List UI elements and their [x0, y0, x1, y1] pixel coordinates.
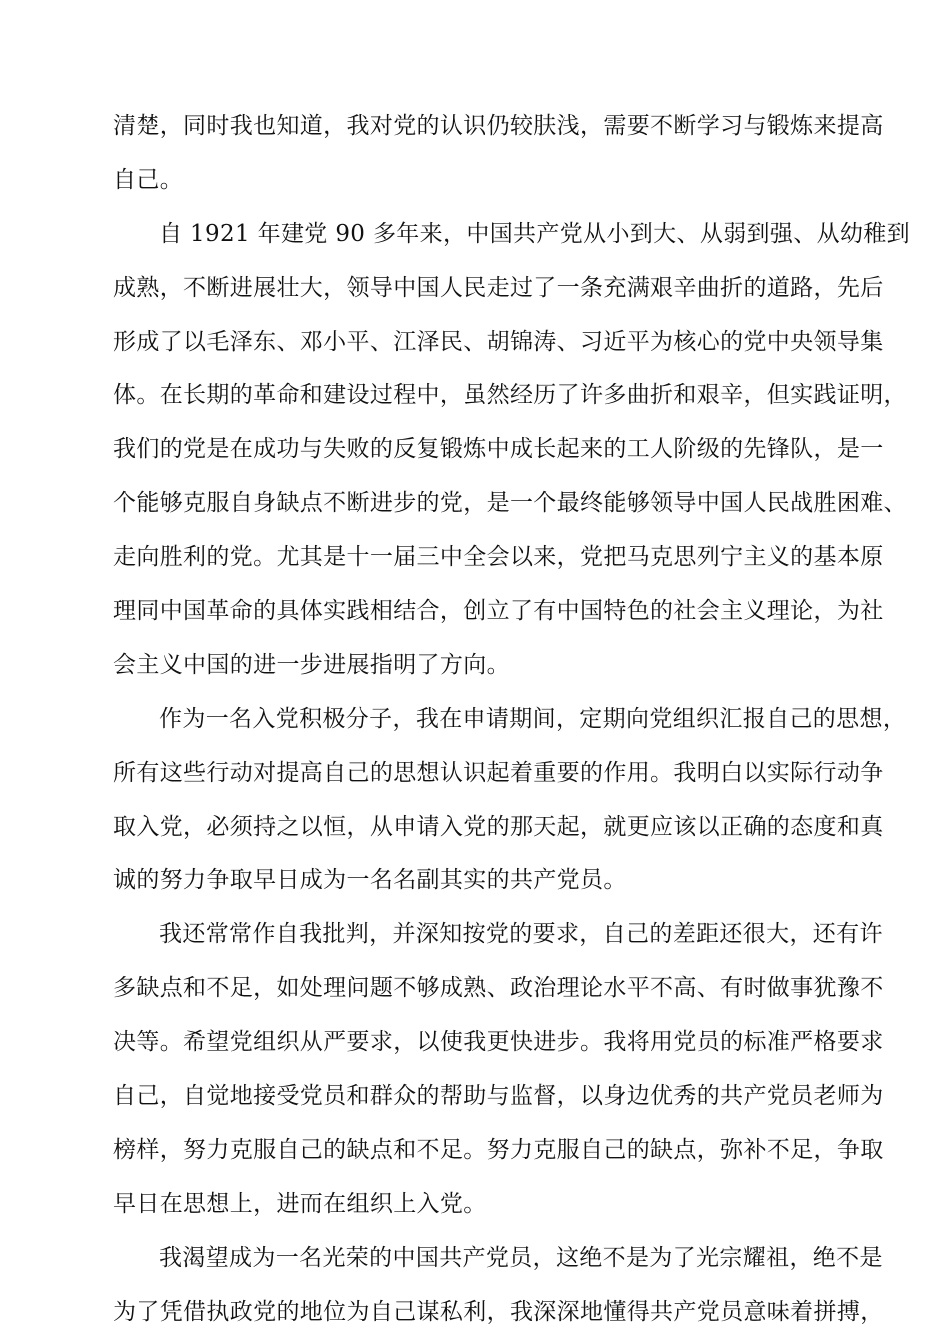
paragraph-first-line: 我渴望成为一名光荣的中国共产党员，这绝不是为了光宗耀祖，绝不是 — [159, 1244, 883, 1271]
text-line: 走向胜利的党。尤其是十一届三中全会以来，党把马克思列宁主义的基本原 — [113, 544, 884, 571]
text-line: 个能够克服自身缺点不断进步的党，是一个最终能够领导中国人民战胜困难、 — [113, 490, 907, 517]
text-line: 会主义中国的进一步进展指明了方向。 — [113, 651, 510, 678]
text-line: 多缺点和不足，如处理问题不够成熟、政治理论水平不高、有时做事犹豫不 — [113, 975, 884, 1002]
text-line: 取入党，必须持之以恒，从申请入党的那天起，就更应该以正确的态度和真 — [113, 813, 884, 840]
text-line: 决等。希望党组织从严要求，以使我更快进步。我将用党员的标准严格要求 — [113, 1029, 884, 1056]
document-body — [113, 100, 910, 1339]
paragraph-first-line: 作为一名入党积极分子，我在申请期间，定期向党组织汇报自己的思想， — [159, 705, 907, 732]
text-line: 所有这些行动对提高自己的思想认识起着重要的作用。我明白以实际行动争 — [113, 759, 884, 786]
text-line: 自己。 — [113, 166, 184, 193]
text-line: 早日在思想上，进而在组织上入党。 — [113, 1190, 487, 1217]
text-line: 理同中国革命的具体实践相结合，创立了有中国特色的社会主义理论，为社 — [113, 598, 884, 625]
text-line: 自己，自觉地接受党员和群众的帮助与监督，以身边优秀的共产党员老师为 — [113, 1083, 884, 1110]
text-line: 成熟，不断进展壮大，领导中国人民走过了一条充满艰辛曲折的道路，先后 — [113, 274, 884, 301]
text-line: 榜样，努力克服自己的缺点和不足。努力克服自己的缺点，弥补不足，争取 — [113, 1136, 884, 1163]
text-line: 为了凭借执政党的地位为自己谋私利，我深深地懂得共产党员意味着拼搏， — [113, 1298, 884, 1325]
text-line: 体。在长期的革命和建设过程中，虽然经历了许多曲折和艰辛，但实践证明， — [113, 382, 907, 409]
text-line: 诚的努力争取早日成为一名名副其实的共产党员。 — [113, 867, 627, 894]
text-line: 形成了以毛泽东、邓小平、江泽民、胡锦涛、习近平为核心的党中央领导集 — [113, 328, 884, 355]
text-line: 清楚，同时我也知道，我对党的认识仍较肤浅，需要不断学习与锻炼来提高 — [113, 113, 884, 139]
paragraph-first-line: 自 1921 年建党 90 多年来，中国共产党从小到大、从弱到强、从幼稚到 — [159, 220, 910, 247]
paragraph-first-line: 我还常常作自我批判，并深知按党的要求，自己的差距还很大，还有许 — [159, 921, 883, 948]
text-line: 我们的党是在成功与失败的反复锻炼中成长起来的工人阶级的先锋队，是一 — [113, 436, 884, 463]
